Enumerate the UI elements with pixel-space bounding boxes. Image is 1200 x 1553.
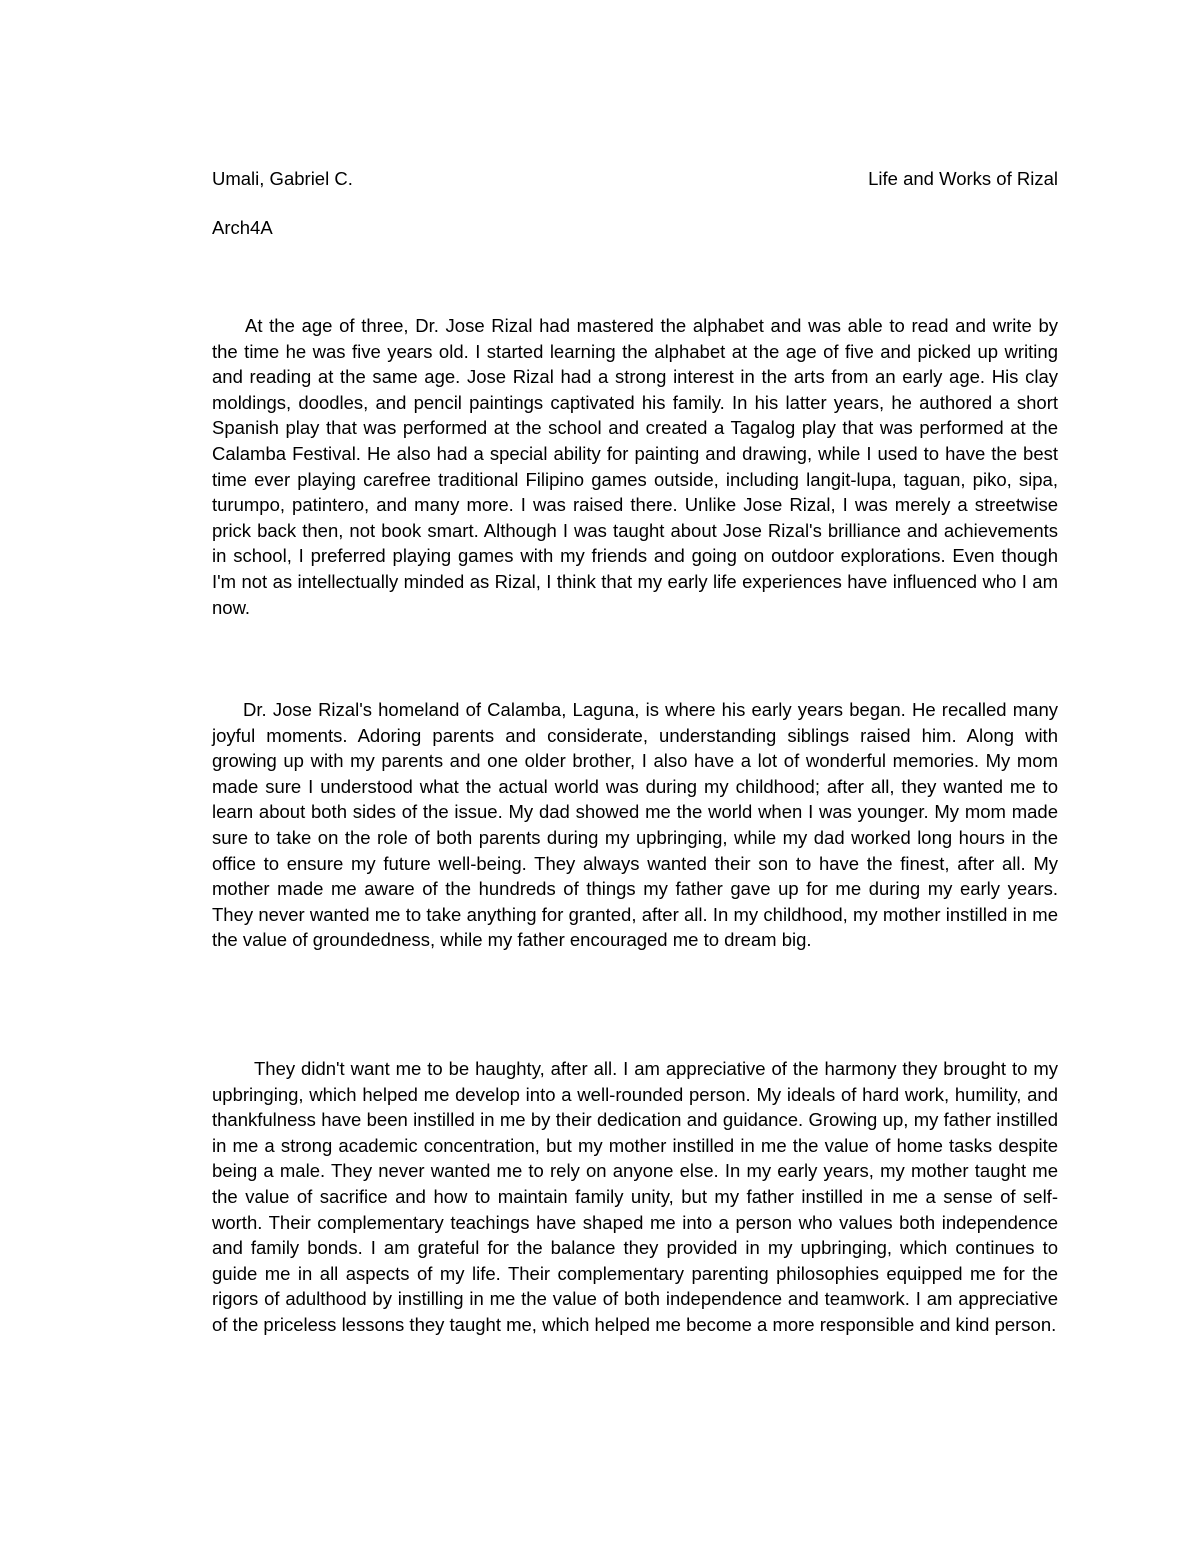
- paragraph-1: At the age of three, Dr. Jose Rizal had mastered the alphabet and was able to read and write by the time he was five years old. I started learning the alphabet at the age of five and picked up writing and reading at the same age. Jose Rizal had a strong interest in the arts from an early age. His clay moldings, doodles, and pencil paintings captivated his family. In his latter years, he authored a short Spanish play that was performed at the school and created a Tagalog play that was performed at the Calamba Festival. He also had a special ability for painting and drawing, while I used to have the best time ever playing carefree traditional Filipino games outside, including langit-lupa, taguan, piko, sipa, turumpo, patintero, and many more. I was raised there. Unlike Jose Rizal, I was merely a streetwise prick back then, not book smart. Although I was taught about Jose Rizal's brilliance and achievements in school, I preferred playing games with my friends and going on outdoor explorations. Even though I'm not as intellectually minded as Rizal, I think that my early life experiences have influenced who I am now.: [212, 315, 1058, 618]
- document-header: [212, 166, 1058, 192]
- course-title: Life and Works of Rizal: [868, 168, 1058, 189]
- class-section: Arch4A: [212, 217, 273, 238]
- author-name: Umali, Gabriel C.: [212, 168, 353, 189]
- paragraph-2: Dr. Jose Rizal's homeland of Calamba, Laguna, is where his early years began. He recalled many joyful moments. Adoring parents and considerate, understanding siblings raised him. Along with growing up with my parents and one older brother, I also have a lot of wonderful memories. My mom made sure I understood what the actual world was during my childhood; after all, they wanted me to learn about both sides of the issue. My dad showed me the world when I was younger. My mom made sure to take on the role of both parents during my upbringing, while my dad worked long hours in the office to ensure my future well-being. They always wanted their son to have the finest, after all. My mother made me aware of the hundreds of things my father gave up for me during my early years. They never wanted me to take anything for granted, after all. In my childhood, my mother instilled in me the value of groundedness, while my father encouraged me to dream big.: [212, 699, 1058, 951]
- paragraph-3: They didn't want me to be haughty, after all. I am appreciative of the harmony they brought to my upbringing, which helped me develop into a well-rounded person. My ideals of hard work, humility, and thankfulness have been instilled in me by their dedication and guidance. Growing up, my father instilled in me a strong academic concentration, but my mother instilled in me the value of home tasks despite being a male. They never wanted me to rely on anyone else. In my early years, my mother taught me the value of sacrifice and how to maintain family unity, but my father instilled in me a sense of self-worth. Their complementary teachings have shaped me into a person who values both independence and family bonds. I am grateful for the balance they provided in my upbringing, which continues to guide me in all aspects of my life. Their complementary parenting philosophies equipped me for the rigors of adulthood by instilling in me the value of both independence and teamwork. I am appreciative of the priceless lessons they taught me, which helped me become a more responsible and kind person.: [212, 1058, 1058, 1335]
